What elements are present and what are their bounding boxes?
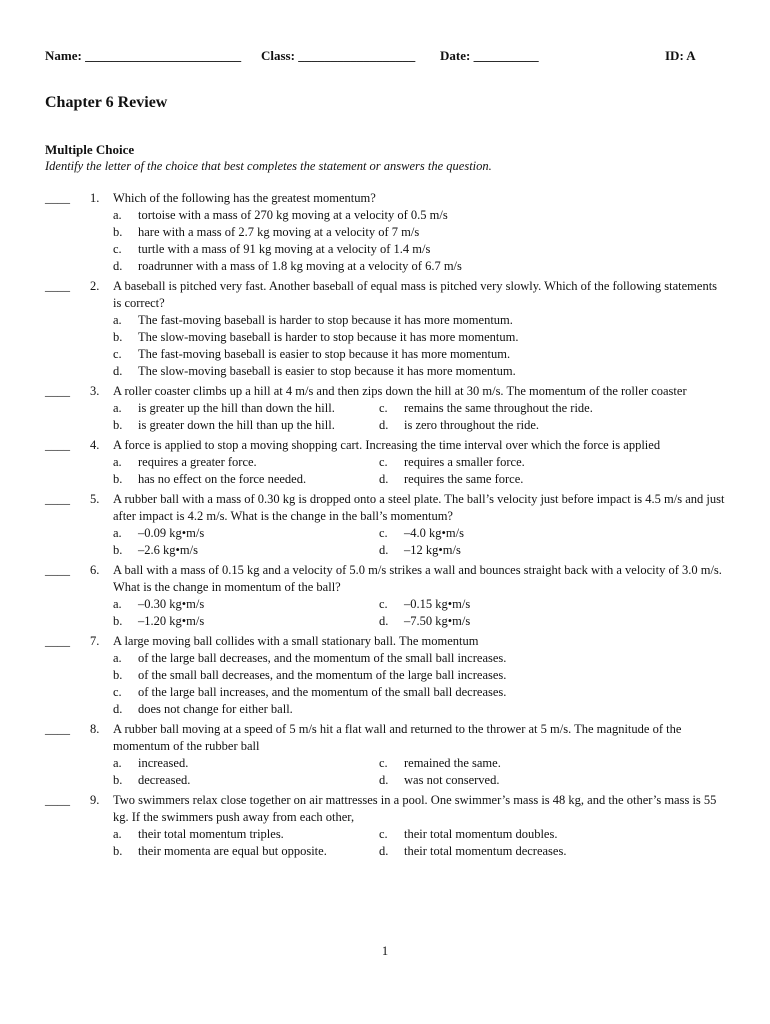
answer-blank[interactable]: ____ — [45, 722, 70, 736]
choice-text: increased. — [138, 756, 189, 770]
question-4 — [0, 437, 770, 488]
choice-text: –0.30 kg•m/s — [138, 597, 205, 611]
answer-choice — [113, 329, 725, 346]
choice-text: tortoise with a mass of 270 kg moving at a velocity of 0.5 m/s — [138, 208, 448, 222]
choice-text: –2.6 kg•m/s — [138, 543, 198, 557]
question-stem: A ball with a mass of 0.15 kg and a velocity of 5.0 m/s strikes a wall and bounces straight back with a velocity of 3.0 m/s. What is the change in momentum of the ball? — [113, 563, 722, 594]
choice-letter: c. — [379, 455, 388, 469]
choice-text: requires a greater force. — [138, 455, 257, 469]
date-field-label: Date: __________ — [440, 48, 539, 63]
choice-letter: c. — [379, 597, 388, 611]
question-stem: A large moving ball collides with a small stationary ball. The momentum — [113, 634, 479, 648]
answer-choice — [113, 650, 725, 667]
name-field-label: Name: ________________________ — [45, 48, 242, 63]
choice-letter: b. — [113, 472, 123, 486]
choice-text: their momenta are equal but opposite. — [138, 844, 327, 858]
question-number: 6. — [90, 563, 100, 577]
answer-choice — [379, 454, 725, 471]
choice-letter: a. — [113, 208, 122, 222]
choice-letter: d. — [379, 543, 389, 557]
answer-choice — [379, 525, 725, 542]
choice-text: The slow-moving baseball is harder to stop because it has more momentum. — [138, 330, 519, 344]
choice-letter: c. — [379, 756, 388, 770]
question-number: 7. — [90, 634, 100, 648]
question-list — [0, 190, 770, 863]
choice-text: their total momentum decreases. — [404, 844, 567, 858]
choice-letter: c. — [113, 347, 122, 361]
question-stem: A baseball is pitched very fast. Another baseball of equal mass is pitched very slowly. Which of the following statements is correct? — [113, 279, 718, 310]
answer-choice — [379, 826, 725, 843]
choice-letter: d. — [113, 702, 123, 716]
choice-letter: d. — [379, 472, 389, 486]
answer-choice — [113, 400, 379, 417]
choice-letter: b. — [113, 543, 123, 557]
choice-letter: b. — [113, 773, 123, 787]
choice-text: remained the same. — [404, 756, 501, 770]
test-id-label: ID: A — [665, 48, 696, 63]
choice-letter: a. — [113, 401, 122, 415]
choice-text: The slow-moving baseball is easier to stop because it has more momentum. — [138, 364, 516, 378]
question-stem: A rubber ball moving at a speed of 5 m/s hit a flat wall and returned to the thrower at 5 m/s. The magnitude of the momentum of the rubber ball — [113, 722, 682, 753]
choice-letter: b. — [113, 330, 123, 344]
question-number: 2. — [90, 279, 100, 293]
question-stem: Which of the following has the greatest momentum? — [113, 191, 376, 205]
section-instructions: Identify the letter of the choice that best completes the statement or answers the question. — [45, 159, 492, 173]
question-8 — [0, 721, 770, 789]
answer-choice — [113, 755, 379, 772]
choice-letter: a. — [113, 526, 122, 540]
choice-text: is greater up the hill than down the hill. — [138, 401, 335, 415]
question-1 — [0, 190, 770, 275]
question-7 — [0, 633, 770, 718]
answer-blank[interactable]: ____ — [45, 793, 70, 807]
choice-letter: a. — [113, 651, 122, 665]
choice-text: turtle with a mass of 91 kg moving at a velocity of 1.4 m/s — [138, 242, 431, 256]
answer-choice — [113, 613, 379, 630]
answer-choice — [379, 772, 725, 789]
question-3 — [0, 383, 770, 434]
choice-letter: a. — [113, 827, 122, 841]
choice-letter: b. — [113, 668, 123, 682]
answer-choice — [113, 684, 725, 701]
question-stem: Two swimmers relax close together on air mattresses in a pool. One swimmer’s mass is 48 kg, and the other’s mass is 55 kg. If the swimmers push away from each other, — [113, 793, 717, 824]
answer-choices — [113, 400, 725, 434]
answer-choice — [113, 258, 725, 275]
answer-choice — [113, 826, 379, 843]
answer-choice — [379, 542, 725, 559]
answer-choice — [113, 224, 725, 241]
question-6 — [0, 562, 770, 630]
answer-choice — [113, 346, 725, 363]
answer-choice — [379, 843, 725, 860]
answer-choice — [379, 400, 725, 417]
choice-text: –4.0 kg•m/s — [404, 526, 464, 540]
choice-letter: d. — [379, 418, 389, 432]
choice-letter: c. — [379, 526, 388, 540]
choice-text: does not change for either ball. — [138, 702, 293, 716]
question-number: 5. — [90, 492, 100, 506]
answer-choice — [113, 667, 725, 684]
choice-letter: a. — [113, 455, 122, 469]
choice-text: –1.20 kg•m/s — [138, 614, 205, 628]
answer-choices — [113, 525, 725, 559]
question-5 — [0, 491, 770, 559]
answer-choice — [113, 525, 379, 542]
choice-letter: c. — [379, 401, 388, 415]
choice-text: requires the same force. — [404, 472, 524, 486]
answer-choice — [113, 241, 725, 258]
choice-text: was not conserved. — [404, 773, 500, 787]
choice-text: decreased. — [138, 773, 191, 787]
choice-text: is zero throughout the ride. — [404, 418, 540, 432]
choice-letter: a. — [113, 597, 122, 611]
question-stem: A force is applied to stop a moving shopping cart. Increasing the time interval over which the force is applied — [113, 438, 661, 452]
answer-choice — [113, 312, 725, 329]
answer-choice — [379, 417, 725, 434]
answer-choice — [379, 613, 725, 630]
choice-letter: d. — [379, 844, 389, 858]
choice-text: remains the same throughout the ride. — [404, 401, 593, 415]
answer-choice — [113, 363, 725, 380]
choice-letter: b. — [113, 844, 123, 858]
choice-text: of the small ball decreases, and the momentum of the large ball increases. — [138, 668, 507, 682]
choice-text: The fast-moving baseball is harder to stop because it has more momentum. — [138, 313, 513, 327]
choice-letter: c. — [379, 827, 388, 841]
choice-text: of the large ball decreases, and the momentum of the small ball increases. — [138, 651, 507, 665]
answer-choice — [113, 596, 379, 613]
answer-choice — [379, 755, 725, 772]
question-2 — [0, 278, 770, 380]
choice-text: their total momentum triples. — [138, 827, 284, 841]
choice-text: –0.09 kg•m/s — [138, 526, 205, 540]
question-stem: A roller coaster climbs up a hill at 4 m/s and then zips down the hill at 30 m/s. The momentum of the roller coaster — [113, 384, 687, 398]
answer-blank[interactable]: ____ — [45, 191, 70, 205]
answer-choice — [113, 471, 379, 488]
choice-text: their total momentum doubles. — [404, 827, 558, 841]
choice-letter: a. — [113, 756, 122, 770]
answer-choices — [113, 207, 725, 275]
question-9 — [0, 792, 770, 860]
choice-letter: b. — [113, 418, 123, 432]
answer-blank[interactable]: ____ — [45, 492, 70, 506]
answer-choices — [113, 596, 725, 630]
page-number: 1 — [381, 944, 389, 958]
answer-choice — [113, 701, 725, 718]
choice-text: requires a smaller force. — [404, 455, 525, 469]
choice-text: hare with a mass of 2.7 kg moving at a velocity of 7 m/s — [138, 225, 420, 239]
answer-blank[interactable]: ____ — [45, 384, 70, 398]
answer-choices — [113, 826, 725, 860]
answer-choice — [379, 471, 725, 488]
answer-choices — [113, 312, 725, 380]
choice-letter: c. — [113, 685, 122, 699]
section-title: Multiple Choice — [45, 142, 135, 157]
choice-text: –12 kg•m/s — [404, 543, 461, 557]
page-header — [45, 48, 705, 66]
answer-choices — [113, 755, 725, 789]
answer-blank[interactable]: ____ — [45, 279, 70, 293]
answer-choice — [113, 207, 725, 224]
choice-text: is greater down the hill than up the hill. — [138, 418, 335, 432]
choice-text: of the large ball increases, and the momentum of the small ball decreases. — [138, 685, 507, 699]
choice-letter: d. — [113, 259, 123, 273]
answer-choice — [113, 772, 379, 789]
answer-choice — [113, 454, 379, 471]
choice-letter: b. — [113, 225, 123, 239]
answer-blank[interactable]: ____ — [45, 563, 70, 577]
choice-text: –0.15 kg•m/s — [404, 597, 471, 611]
answer-blank[interactable]: ____ — [45, 438, 70, 452]
choice-text: has no effect on the force needed. — [138, 472, 307, 486]
question-number: 9. — [90, 793, 100, 807]
choice-letter: d. — [379, 614, 389, 628]
choice-letter: c. — [113, 242, 122, 256]
answer-choice — [113, 542, 379, 559]
question-number: 3. — [90, 384, 100, 398]
choice-letter: d. — [113, 364, 123, 378]
answer-choice — [113, 843, 379, 860]
question-number: 4. — [90, 438, 100, 452]
answer-choices — [113, 650, 725, 718]
question-stem: A rubber ball with a mass of 0.30 kg is dropped onto a steel plate. The ball’s velocity just before impact is 4.5 m/s and just after impact is 4.2 m/s. What is the change in the ball’s momentum? — [113, 492, 725, 523]
answer-choices — [113, 454, 725, 488]
choice-letter: d. — [379, 773, 389, 787]
answer-blank[interactable]: ____ — [45, 634, 70, 648]
page-title: Chapter 6 Review — [45, 94, 168, 111]
choice-letter: b. — [113, 614, 123, 628]
choice-text: The fast-moving baseball is easier to stop because it has more momentum. — [138, 347, 511, 361]
answer-choice — [379, 596, 725, 613]
question-number: 1. — [90, 191, 100, 205]
class-field-label: Class: __________________ — [261, 48, 416, 63]
choice-text: –7.50 kg•m/s — [404, 614, 471, 628]
answer-choice — [113, 417, 379, 434]
question-number: 8. — [90, 722, 100, 736]
choice-letter: a. — [113, 313, 122, 327]
choice-text: roadrunner with a mass of 1.8 kg moving at a velocity of 6.7 m/s — [138, 259, 462, 273]
